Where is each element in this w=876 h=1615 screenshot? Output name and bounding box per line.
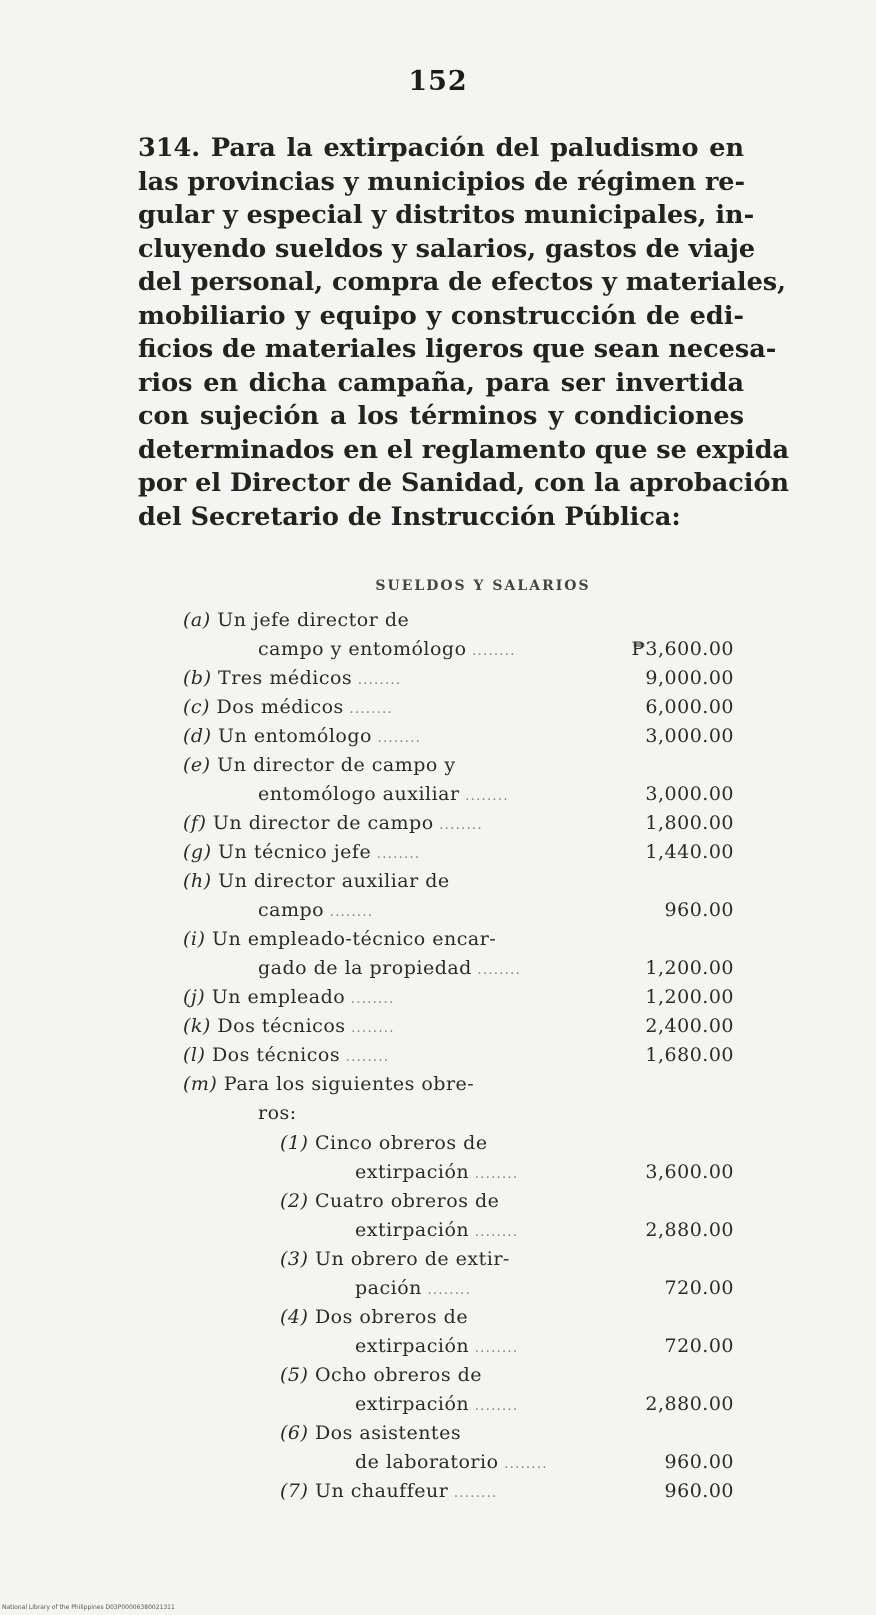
items-text: Un director de campo y xyxy=(217,754,456,776)
subitems-text: pación xyxy=(355,1277,422,1299)
subitems-line xyxy=(280,1132,488,1154)
intro-line: por el Director de Sanidad, con la aprobación xyxy=(138,468,790,498)
leader-dots: ........ xyxy=(352,672,402,688)
items-text: ros: xyxy=(258,1102,297,1124)
items-line xyxy=(183,1015,395,1039)
subitems-amount: 720.00 xyxy=(664,1335,734,1357)
subitems-text: extirpación xyxy=(355,1219,470,1241)
items-label: (d) xyxy=(183,725,219,747)
items-line xyxy=(183,1044,389,1068)
subitems-text: de laboratorio xyxy=(355,1451,499,1473)
subitems-line xyxy=(280,1364,482,1386)
items-label: (h) xyxy=(183,870,219,892)
items-amount: 1,440.00 xyxy=(645,841,734,863)
intro-line: del Secretario de Instrucción Pública: xyxy=(138,501,681,532)
subitems-text: Dos obreros de xyxy=(314,1306,469,1328)
items-text: Un empleado-técnico encar- xyxy=(211,928,497,950)
subitems-text: extirpación xyxy=(355,1161,470,1183)
leader-dots: ........ xyxy=(466,643,516,659)
subitems-amount: 3,600.00 xyxy=(645,1161,734,1183)
subitems-amount: 2,880.00 xyxy=(645,1219,734,1241)
subitems-text: Cinco obreros de xyxy=(314,1132,488,1154)
leader-dots: ........ xyxy=(371,846,421,862)
subitems-label: (6) xyxy=(280,1422,315,1444)
subitems-line xyxy=(280,1306,468,1328)
subitems-text: Cuatro obreros de xyxy=(314,1190,500,1212)
subitems-line xyxy=(355,1335,518,1359)
leader-dots: ........ xyxy=(324,904,374,920)
items-label: (f) xyxy=(183,812,213,834)
items-line xyxy=(183,870,450,892)
footer-credit: National Library of the Philippines D03P00006380021311 xyxy=(2,1604,175,1611)
section-heading: SUELDOS Y SALARIOS xyxy=(375,578,591,594)
items-text: Un director auxiliar de xyxy=(218,870,450,892)
items-amount: 960.00 xyxy=(664,899,734,921)
items-line xyxy=(183,812,483,836)
items-amount: 3,000.00 xyxy=(645,783,734,805)
items-amount: 1,200.00 xyxy=(645,957,734,979)
items-amount: ₱3,600.00 xyxy=(631,638,734,660)
items-line xyxy=(258,1102,297,1124)
items-line xyxy=(183,696,393,720)
items-label: (c) xyxy=(183,696,217,718)
subitems-label: (5) xyxy=(280,1364,315,1386)
items-label: (b) xyxy=(183,667,219,689)
items-text: Un director de campo xyxy=(212,812,434,834)
items-text: Dos médicos xyxy=(216,696,344,718)
items-line xyxy=(183,986,394,1010)
items-line xyxy=(183,841,420,865)
items-line xyxy=(183,1073,474,1095)
items-line xyxy=(258,957,521,981)
items-label: (l) xyxy=(183,1044,212,1066)
subitems-text: Un chauffeur xyxy=(314,1480,449,1502)
items-label: (m) xyxy=(183,1073,224,1095)
subitems-line xyxy=(355,1219,518,1243)
items-text: campo y entomólogo xyxy=(258,638,467,660)
subitems-label: (7) xyxy=(280,1480,315,1502)
items-label: (g) xyxy=(183,841,219,863)
items-line xyxy=(183,725,421,749)
intro-line: ficios de materiales ligeros que sean necesa- xyxy=(138,334,777,364)
items-amount: 6,000.00 xyxy=(645,696,734,718)
items-label: (j) xyxy=(183,986,212,1008)
items-line xyxy=(183,667,401,691)
subitems-amount: 960.00 xyxy=(664,1480,734,1502)
subitems-line xyxy=(355,1393,518,1417)
items-text: Un entomólogo xyxy=(218,725,372,747)
subitems-label: (3) xyxy=(280,1248,315,1270)
items-amount: 9,000.00 xyxy=(645,667,734,689)
items-amount: 2,400.00 xyxy=(645,1015,734,1037)
items-line xyxy=(258,899,373,923)
leader-dots: ........ xyxy=(469,1224,519,1240)
items-label: (a) xyxy=(183,609,218,631)
intro-line: del personal, compra de efectos y materiales, xyxy=(138,267,787,297)
intro-line: con sujeción a los términos y condiciones xyxy=(138,401,744,431)
items-amount: 3,000.00 xyxy=(645,725,734,747)
items-amount: 1,800.00 xyxy=(645,812,734,834)
intro-line: rios en dicha campaña, para ser invertida xyxy=(138,367,744,398)
leader-dots: ........ xyxy=(343,701,393,717)
leader-dots: ........ xyxy=(498,1456,548,1472)
intro-line: gular y especial y distritos municipales, in- xyxy=(138,200,755,230)
items-line xyxy=(258,783,509,807)
subitems-amount: 960.00 xyxy=(664,1451,734,1473)
subitems-amount: 2,880.00 xyxy=(645,1393,734,1415)
items-text: gado de la propiedad xyxy=(258,957,472,979)
items-text: Dos técnicos xyxy=(217,1015,346,1037)
leader-dots: ........ xyxy=(469,1398,519,1414)
items-text: Dos técnicos xyxy=(211,1044,341,1066)
subitems-text: Ocho obreros de xyxy=(314,1364,483,1386)
subitems-text: extirpación xyxy=(355,1393,470,1415)
subitems-line xyxy=(355,1161,518,1185)
items-text: Un técnico jefe xyxy=(218,841,372,863)
items-text: Para los siguientes obre- xyxy=(223,1073,475,1095)
intro-line: mobiliario y equipo y construcción de edi- xyxy=(138,300,744,331)
leader-dots: ........ xyxy=(421,1282,471,1298)
items-text: Un empleado xyxy=(211,986,346,1008)
items-label: (e) xyxy=(183,754,218,776)
items-line xyxy=(183,754,456,776)
subitems-line xyxy=(280,1480,497,1504)
leader-dots: ........ xyxy=(471,962,521,978)
subitems-label: (2) xyxy=(280,1190,315,1212)
items-amount: 1,200.00 xyxy=(645,986,734,1008)
items-line xyxy=(183,609,409,631)
leader-dots: ........ xyxy=(340,1049,390,1065)
items-text: entomólogo auxiliar xyxy=(258,783,460,805)
leader-dots: ........ xyxy=(469,1166,519,1182)
subitems-line xyxy=(280,1248,510,1270)
items-text: campo xyxy=(258,899,325,921)
subitems-text: extirpación xyxy=(355,1335,470,1357)
leader-dots: ........ xyxy=(448,1485,498,1501)
subitems-line xyxy=(355,1451,548,1475)
intro-line: las provincias y municipios de régimen re- xyxy=(138,166,746,197)
items-label: (k) xyxy=(183,1015,218,1037)
leader-dots: ........ xyxy=(345,1020,395,1036)
subitems-amount: 720.00 xyxy=(664,1277,734,1299)
items-line xyxy=(258,638,516,662)
subitems-line xyxy=(280,1190,499,1212)
items-text: Un jefe director de xyxy=(217,609,410,631)
items-line xyxy=(183,928,496,950)
subitems-text: Dos asistentes xyxy=(314,1422,462,1444)
items-label: (i) xyxy=(183,928,212,950)
subitems-label: (4) xyxy=(280,1306,315,1328)
intro-line: cluyendo sueldos y salarios, gastos de viaje xyxy=(138,233,756,264)
subitems-line xyxy=(280,1422,461,1444)
intro-line: determinados en el reglamento que se expida xyxy=(138,434,790,465)
subitems-line xyxy=(355,1277,471,1301)
leader-dots: ........ xyxy=(371,730,422,746)
items-text: Tres médicos xyxy=(218,667,353,689)
leader-dots: ........ xyxy=(345,991,395,1007)
items-amount: 1,680.00 xyxy=(645,1044,734,1066)
leader-dots: ........ xyxy=(433,817,483,833)
intro-line: 314. Para la extirpación del paludismo en xyxy=(138,133,744,163)
leader-dots: ........ xyxy=(459,788,509,804)
leader-dots: ........ xyxy=(469,1340,519,1356)
subitems-text: Un obrero de extir- xyxy=(314,1248,510,1270)
page-number: 152 xyxy=(408,66,468,97)
subitems-label: (1) xyxy=(280,1132,315,1154)
